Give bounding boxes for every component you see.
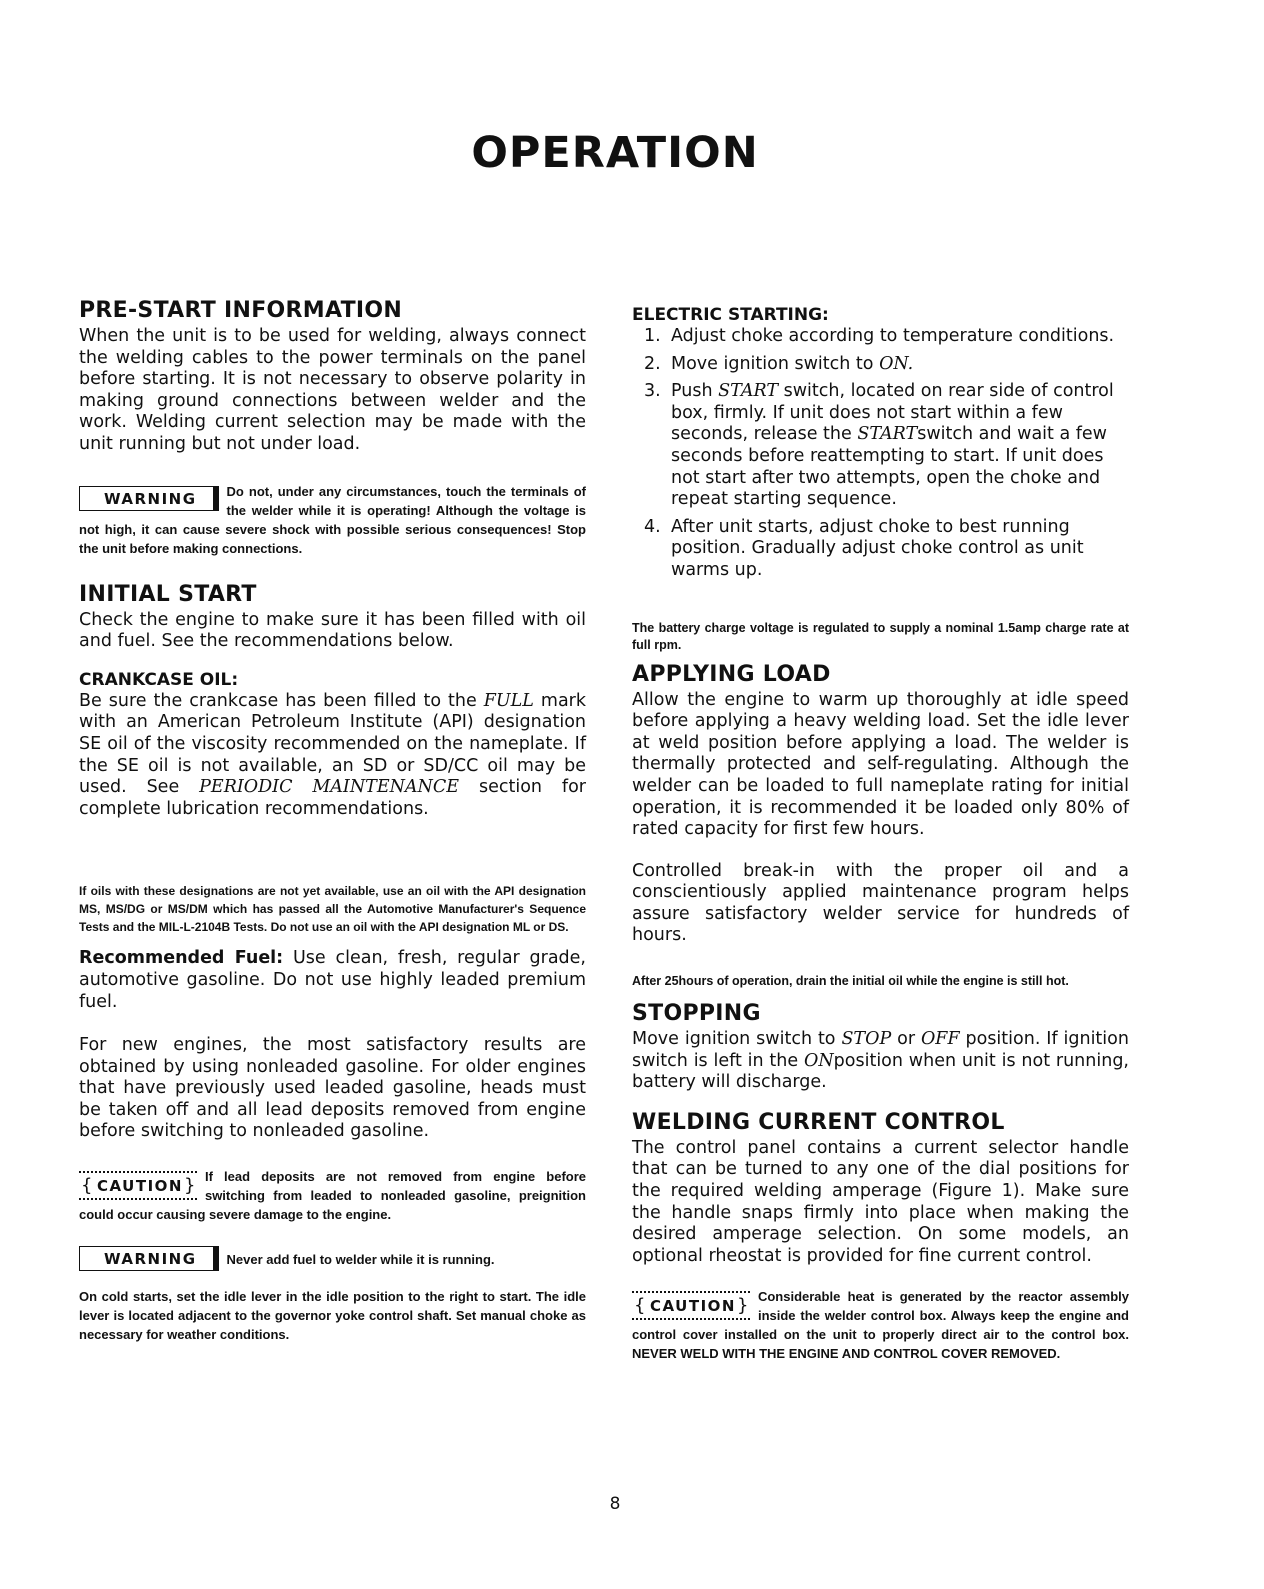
oil-designation-note: If oils with these designations are not yet available, use an oil with the API designation MS, MS/DG or MS/DM which has passed all the Automotive Manufacturer's Sequence Tests and the MIL-L-2104B Tests. Do not use an oil with the API designation ML or DS. <box>79 884 586 935</box>
fuel-warning-text: Never add fuel to welder while it is running. <box>226 1252 495 1268</box>
recommended-fuel: Recommended Fuel: Use clean, fresh, regular grade, automotive gasoline. Do not use highly leaded premium fuel. <box>79 948 586 1012</box>
page-title: OPERATION <box>471 128 759 178</box>
battery-note: The battery charge voltage is regulated to supply a nominal 1.5amp charge rate at full rpm. <box>632 620 1129 652</box>
cold-start-note: On cold starts, set the idle lever in the idle position to the right to start. The idle lever is located adjacent to the governor yoke control shaft. Set manual choke as necessary for weather conditions. <box>79 1289 586 1343</box>
stopping-body: Move ignition switch to STOP or OFF position. If ignition switch is left in the ONposition when unit is not running, battery will discharge. <box>632 1029 1129 1093</box>
caution-badge: { CAUTION } <box>632 1291 750 1320</box>
current-control-heading: WELDING CURRENT CONTROL <box>632 1109 1005 1135</box>
break-in-text: Controlled break-in with the proper oil and a conscientiously applied maintenance program helps assure satisfactory welder service for hundreds of hours. <box>632 860 1129 946</box>
right-column <box>632 296 1129 1363</box>
stopping-heading: STOPPING <box>632 1001 761 1027</box>
left-column <box>79 296 586 1344</box>
control-caution-text: Considerable heat is generated by the reactor assembly inside the welder control box. Always keep the engine and control cover installed on the unit to properly direct air to the control box. NEVER WELD WITH THE ENGINE AND CONTROL COVER REMOVED. <box>632 1289 1129 1362</box>
current-control-body: The control panel contains a current selector handle that can be turned to any one of the dial positions for the required welding amperage (Figure 1). Make sure the handle snaps firmly into place when making the desired amperage selection. On some models, an optional rheostat is provided for fine current control. <box>632 1137 1129 1266</box>
recommended-fuel-label: Recommended Fuel: <box>79 948 284 969</box>
crankcase-oil-heading: CRANKCASE OIL: <box>79 669 239 690</box>
initial-start-body: Check the engine to make sure it has been filled with oil and fuel. See the recommendations below. <box>79 609 586 652</box>
caution-badge: { CAUTION } <box>79 1171 197 1200</box>
initial-start-heading: INITIAL START <box>79 581 257 607</box>
warning-badge: WARNING <box>79 1246 219 1271</box>
pre-start-warning-text: Do not, under any circumstances, touch the terminals of the welder while it is operating! Although the voltage is not high, it can cause severe shock with possible serious consequences! Stop the unit before making connections. <box>79 483 586 556</box>
pre-start-body: When the unit is to be used for welding, always connect the welding cables to the power terminals on the panel before starting. It is not necessary to observe polarity in making ground connections between welder and the work. Welding current selection may be made with the unit running but not under load. <box>79 326 586 454</box>
drain-oil-note: After 25hours of operation, drain the initial oil while the engine is still hot. <box>632 974 1069 989</box>
new-engines-text: For new engines, the most satisfactory results are obtained by using nonleaded gasoline. For older engines that have previously used leaded gasoline, heads must be taken off and all lead deposits removed from engine before switching to nonleaded gasoline. <box>79 1035 586 1142</box>
applying-load-heading: APPLYING LOAD <box>632 661 831 687</box>
warning-badge: WARNING <box>79 486 219 511</box>
fuel-warning <box>79 1246 586 1271</box>
electric-starting-steps <box>632 326 1129 582</box>
electric-starting-heading: ELECTRIC STARTING: <box>632 305 829 325</box>
pre-start-warning <box>79 482 586 558</box>
list-item: 2. Move ignition switch to ON. <box>644 353 914 374</box>
pre-start-heading: PRE-START INFORMATION <box>79 298 403 323</box>
list-item: 3. Push START switch, located on rear side of control box, firmly. If unit does not start within a few seconds, release the STARTswitch and wait a few seconds before reattempting to start. If unit does not start after two attempts, open the choke and repeat starting sequence. <box>644 381 1114 510</box>
list-item: 1. Adjust choke according to temperature conditions. <box>644 326 1115 346</box>
fuel-caution <box>79 1167 586 1224</box>
applying-load-body: Allow the engine to warm up thoroughly at idle speed before applying a heavy welding load. Set the idle lever at weld position before applying a load. The welder is thermally protected and self-regulating. Although the welder can be loaded to full nameplate rating for initial operation, it is recommended it be loaded only 80% of rated capacity for first few hours. <box>632 689 1129 840</box>
fuel-caution-text: If lead deposits are not removed from engine before switching from leaded to nonleaded gasoline, preignition could occur causing severe damage to the engine. <box>79 1169 586 1223</box>
control-caution <box>632 1287 1129 1363</box>
crankcase-oil-body: Be sure the crankcase has been filled to the FULL mark with an American Petroleum Institute (API) designation SE oil of the viscosity recommended on the nameplate. If the SE oil is not available, an SD or SD/CC oil may be used. See PERIODIC MAINTENANCE section for complete lubrication recommendations. <box>79 690 586 819</box>
list-item: 4. After unit starts, adjust choke to best running position. Gradually adjust choke control as unit warms up. <box>644 516 1084 580</box>
page-number: 8 <box>609 1494 621 1514</box>
